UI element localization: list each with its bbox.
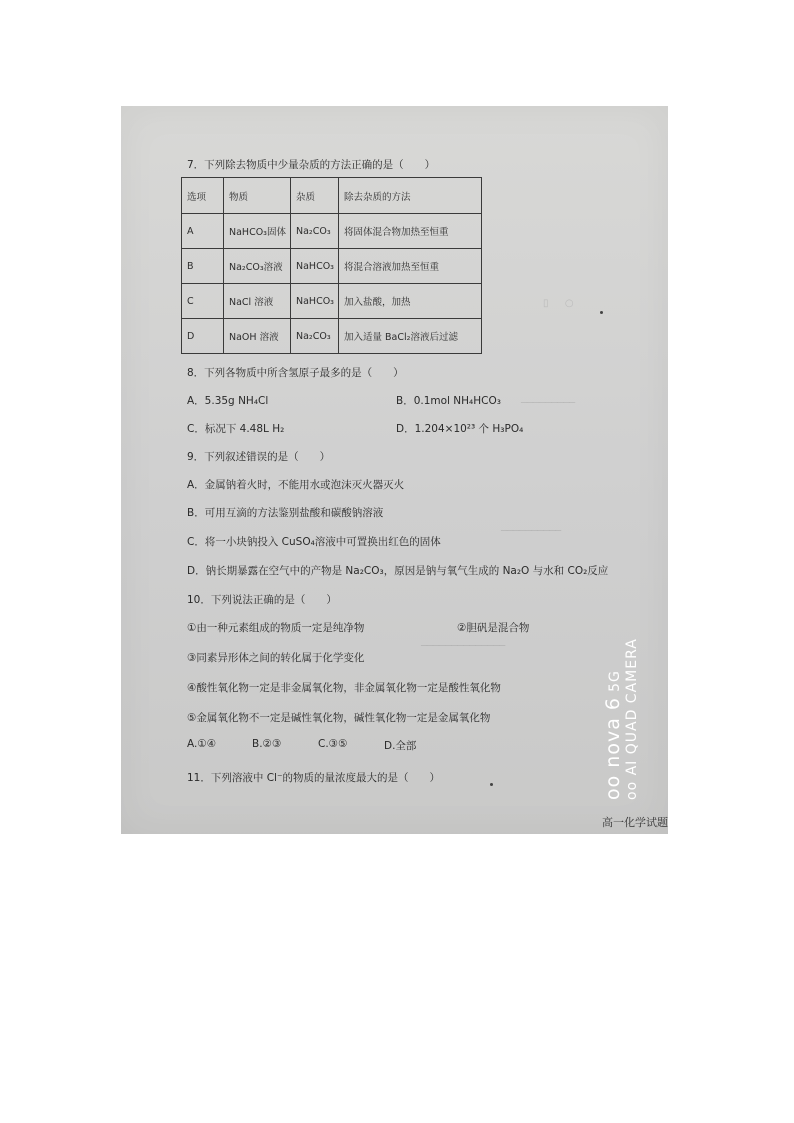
table-cell: NaHCO₃固体 [224, 214, 291, 249]
q9-option-c: C．将一小块钠投入 CuSO₄溶液中可置换出红色的固体 [187, 536, 441, 548]
table-row [182, 249, 482, 284]
q10-option-d: D.全部 [384, 740, 417, 752]
bleed-through-text: ────────── [501, 526, 562, 537]
footer-title: 高一化学试题 [602, 816, 668, 829]
table-cell: NaHCO₃ [291, 249, 339, 284]
camera-watermark [602, 638, 640, 800]
table-cell: NaOH 溶液 [224, 319, 291, 354]
header-cell: 选项 [182, 178, 224, 214]
q10-statement-1: ①由一种元素组成的物质一定是纯净物 [187, 622, 365, 634]
q8-option-a: A．5.35g NH₄Cl [187, 395, 269, 407]
ink-dot [490, 783, 493, 786]
table-row [182, 319, 482, 354]
table-cell: Na₂CO₃ [291, 319, 339, 354]
header-cell: 物质 [224, 178, 291, 214]
q9-option-a: A．金属钠着火时，不能用水或泡沫灭火器灭火 [187, 479, 405, 491]
watermark-badge: 5G [607, 670, 623, 692]
q10-stem: 10．下列说法正确的是（ ） [187, 594, 337, 606]
table-cell: A [182, 214, 224, 249]
bleed-through-text: ────────────── [421, 641, 506, 652]
bleed-through-text: ───────── [521, 398, 576, 409]
q10-statement-5: ⑤金属氧化物不一定是碱性氧化物，碱性氧化物一定是金属氧化物 [187, 712, 491, 724]
table-cell: Na₂CO₃溶液 [224, 249, 291, 284]
q8-stem: 8．下列各物质中所含氢原子最多的是（ ） [187, 367, 404, 379]
header-cell: 除去杂质的方法 [339, 178, 482, 214]
q9-option-d: D．钠长期暴露在空气中的产物是 Na₂CO₃，原因是钠与氧气生成的 Na₂O 与水和 CO₂反应 [187, 565, 609, 577]
q10-option-c: C.③⑤ [318, 738, 348, 750]
ink-dot [600, 311, 603, 314]
q7-table-header [182, 178, 482, 214]
q10-statement-2: ②胆矾是混合物 [457, 622, 530, 634]
table-cell: C [182, 284, 224, 319]
table-cell: Na₂CO₃ [291, 214, 339, 249]
table-cell: B [182, 249, 224, 284]
header-cell: 杂质 [291, 178, 339, 214]
table-cell: 加入适量 BaCl₂溶液后过滤 [339, 319, 482, 354]
q8-option-c: C．标况下 4.48L H₂ [187, 423, 285, 435]
table-cell: 将固体混合物加热至恒重 [339, 214, 482, 249]
table-cell: D [182, 319, 224, 354]
table-cell: NaHCO₃ [291, 284, 339, 319]
watermark-line-2: oo AI QUAD CAMERA [624, 638, 640, 800]
table-cell: 将混合溶液加热至恒重 [339, 249, 482, 284]
q10-option-b: B.②③ [252, 738, 282, 750]
table-cell: 加入盐酸，加热 [339, 284, 482, 319]
table-row [182, 214, 482, 249]
q10-option-a: A.①④ [187, 738, 217, 750]
q10-statement-3: ③同素异形体之间的转化属于化学变化 [187, 652, 365, 664]
watermark-line-1: oo nova 6 [602, 697, 624, 800]
q10-statement-4: ④酸性氧化物一定是非金属氧化物，非金属氧化物一定是酸性氧化物 [187, 682, 501, 694]
table-row [182, 284, 482, 319]
q8-option-d: D．1.204×10²³ 个 H₃PO₄ [396, 423, 524, 435]
q7-stem: 7．下列除去物质中少量杂质的方法正确的是（ ） [187, 159, 436, 171]
table-cell: NaCl 溶液 [224, 284, 291, 319]
q7-table [181, 177, 482, 354]
q11-stem: 11．下列溶液中 Cl⁻的物质的量浓度最大的是（ ） [187, 772, 440, 784]
q9-option-b: B．可用互滴的方法鉴别盐酸和碳酸钠溶液 [187, 507, 384, 519]
q8-option-b: B．0.1mol NH₄HCO₃ [396, 395, 501, 407]
bleed-through-text: ▯ ○ [543, 298, 574, 309]
q9-stem: 9．下列叙述错误的是（ ） [187, 451, 331, 463]
